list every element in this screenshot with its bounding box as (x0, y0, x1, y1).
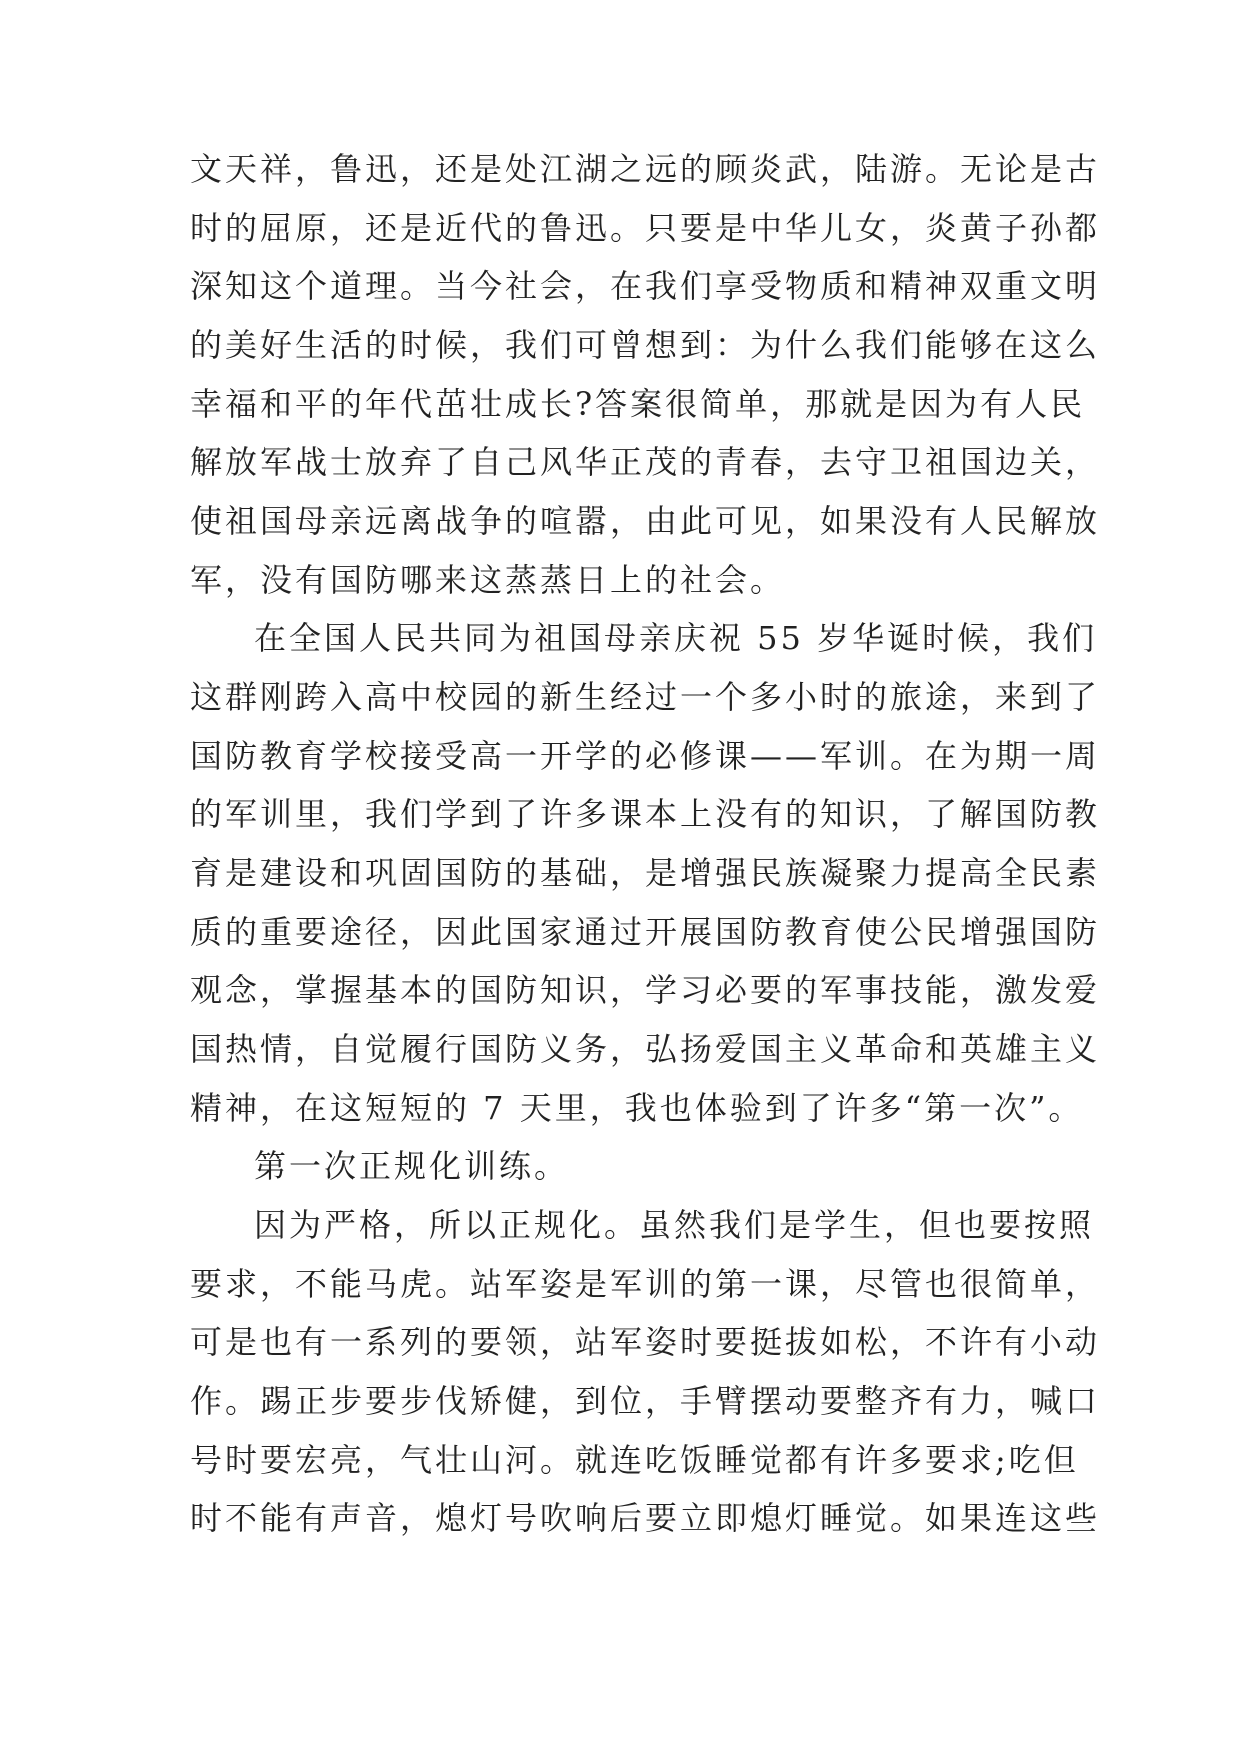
body-text-line: 时的屈原，还是近代的鲁迅。只要是中华儿女，炎黄子孙都 (190, 209, 1101, 247)
body-text-line: 幸福和平的年代茁壮成长?答案很简单，那就是因为有人民 (190, 385, 1086, 423)
body-text-line: 国防教育学校接受高一开学的必修课——军训。在为期一周 (190, 737, 1101, 775)
body-text-line: 的军训里，我们学到了许多课本上没有的知识，了解国防教 (190, 795, 1101, 833)
body-text-line: 的美好生活的时候，我们可曾想到：为什么我们能够在这么 (190, 326, 1101, 364)
body-text-line: 国热情，自觉履行国防义务，弘扬爱国主义革命和英雄主义 (190, 1030, 1101, 1068)
body-text-line: 可是也有一系列的要领，站军姿时要挺拔如松，不许有小动 (190, 1323, 1101, 1361)
body-text-line: 观念，掌握基本的国防知识，学习必要的军事技能，激发爱 (190, 971, 1101, 1009)
body-text-line: 使祖国母亲远离战争的喧嚣，由此可见，如果没有人民解放 (190, 502, 1101, 540)
section-heading-line: 第一次正规化训练。 (254, 1147, 570, 1185)
body-text-line: 文天祥，鲁迅，还是处江湖之远的顾炎武，陆游。无论是古 (190, 150, 1101, 188)
body-text-line: 军，没有国防哪来这蒸蒸日上的社会。 (190, 561, 786, 599)
body-text-line: 深知这个道理。当今社会，在我们享受物质和精神双重文明 (190, 267, 1101, 305)
paragraph-first-line: 在全国人民共同为祖国母亲庆祝 55 岁华诞时候，我们 (254, 619, 1098, 657)
body-text-line: 质的重要途径，因此国家通过开展国防教育使公民增强国防 (190, 913, 1101, 951)
body-text-line: 时不能有声音，熄灯号吹响后要立即熄灯睡觉。如果连这些 (190, 1499, 1101, 1537)
body-text-line: 育是建设和巩固国防的基础，是增强民族凝聚力提高全民素 (190, 854, 1101, 892)
body-text-line: 解放军战士放弃了自己风华正茂的青春，去守卫祖国边关， (190, 443, 1101, 481)
body-text-line: 作。踢正步要步伐矫健，到位，手臂摆动要整齐有力，喊口 (190, 1382, 1101, 1420)
paragraph-first-line: 因为严格，所以正规化。虽然我们是学生，但也要按照 (254, 1206, 1095, 1244)
body-text-line: 精神，在这短短的 7 天里，我也体验到了许多“第一次”。 (190, 1089, 1084, 1127)
body-text-line: 这群刚跨入高中校园的新生经过一个多小时的旅途，来到了 (190, 678, 1101, 716)
body-text-line: 要求，不能马虎。站军姿是军训的第一课，尽管也很简单， (190, 1265, 1101, 1303)
body-text-line: 号时要宏亮，气壮山河。就连吃饭睡觉都有许多要求;吃但 (190, 1441, 1079, 1479)
